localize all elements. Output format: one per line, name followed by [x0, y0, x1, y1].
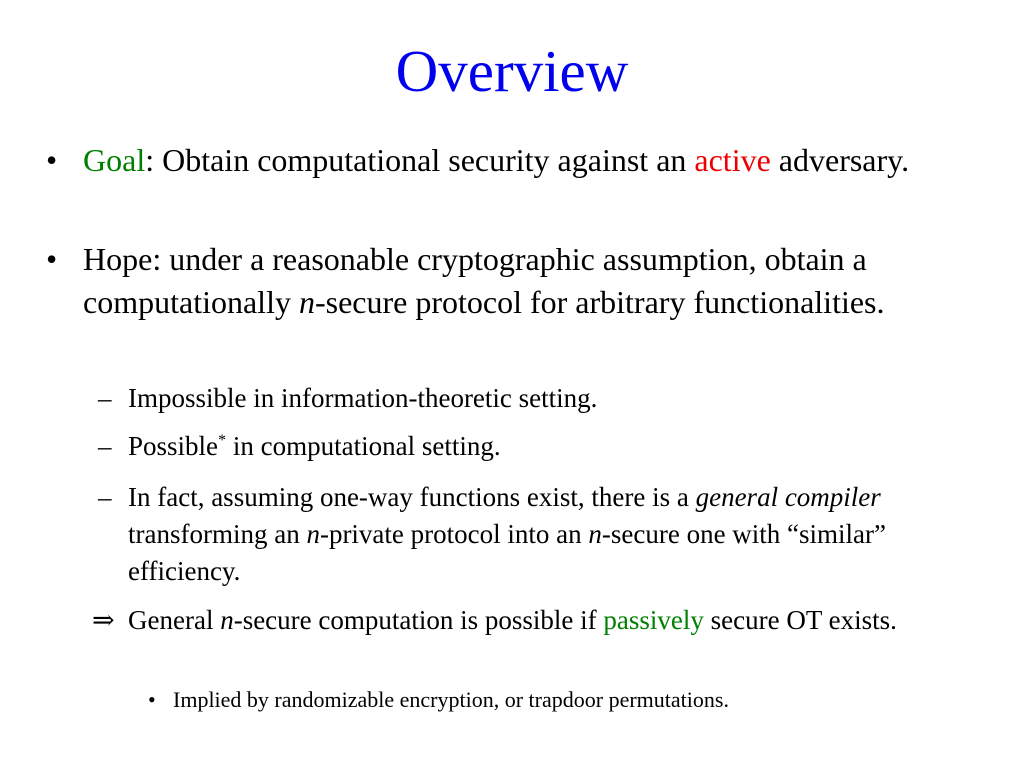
possible-asterisk: * — [218, 431, 227, 449]
slide-title: Overview — [395, 38, 629, 104]
implication-text-c: secure OT exists. — [703, 605, 897, 635]
bullet-marker: • — [46, 142, 58, 178]
hope-n: n — [298, 284, 315, 320]
dash-marker: – — [98, 383, 112, 413]
dash-marker: – — [98, 482, 112, 512]
compiler-text-d: -secure one with “similar” efficiency. — [128, 519, 887, 586]
active-keyword: active — [694, 142, 771, 178]
possible-text-b: in computational setting. — [226, 431, 501, 461]
hope-text-a: Hope: under a reasonable cryptographic assumption, obtain a computationally — [83, 241, 867, 320]
bullet-marker: • — [46, 241, 58, 277]
bullet-hope — [83, 238, 953, 324]
implication-text-a: General — [128, 605, 221, 635]
hope-text-b: -secure protocol for arbitrary functionalities. — [314, 284, 885, 320]
subsub-implied: Implied by randomizable encryption, or trapdoor permutations. — [173, 687, 729, 712]
implication-n: n — [220, 605, 234, 635]
implication-line — [128, 602, 968, 639]
compiler-text-a: In fact, assuming one-way functions exist, there is a — [128, 482, 696, 512]
compiler-n2: n — [588, 519, 602, 549]
implication-text-b: -secure computation is possible if — [233, 605, 604, 635]
goal-text-b: adversary. — [770, 142, 910, 178]
compiler-text-b: transforming an — [128, 519, 307, 549]
implies-arrow-icon: ⇒ — [92, 605, 115, 635]
possible-text-a: Possible — [128, 431, 219, 461]
bullet-goal — [83, 139, 983, 182]
sub-impossible: Impossible in information-theoretic setting. — [128, 383, 598, 413]
goal-text-a: : Obtain computational security against an — [145, 142, 695, 178]
sub-general-compiler — [128, 479, 968, 590]
sub-possible — [128, 428, 978, 465]
passively-keyword: passively — [603, 605, 704, 635]
compiler-n1: n — [306, 519, 320, 549]
dash-marker: – — [98, 431, 112, 461]
goal-keyword: Goal — [83, 142, 146, 178]
compiler-emph: general compiler — [695, 482, 881, 512]
compiler-text-c: -private protocol into an — [319, 519, 589, 549]
small-bullet-marker: • — [148, 687, 156, 712]
